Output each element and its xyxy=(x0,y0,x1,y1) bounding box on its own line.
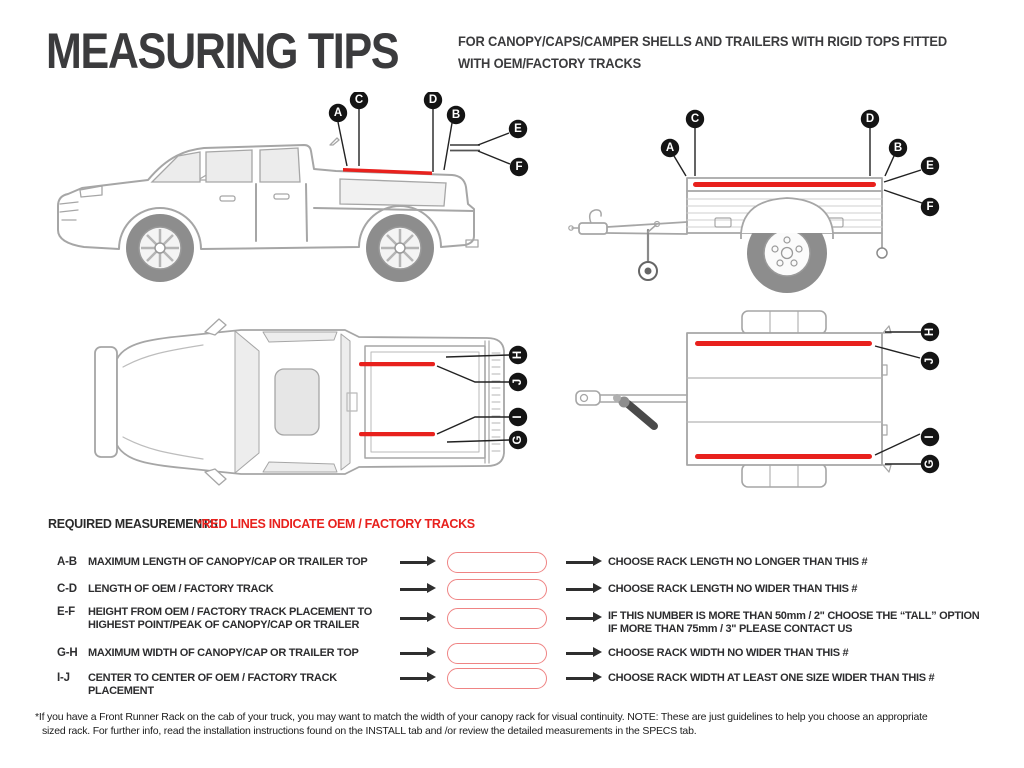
badge-letter: F xyxy=(926,201,934,213)
callout-lines xyxy=(338,109,510,172)
description-line-1: CENTER TO CENTER OF OEM / FACTORY TRACK PLACEMENT xyxy=(88,672,337,697)
flow-arrow-icon xyxy=(566,652,593,655)
badge-letter: J xyxy=(512,378,524,386)
measurement-id: A-B xyxy=(57,556,77,568)
truck-side-view-diagram xyxy=(50,92,530,292)
badge-letter: E xyxy=(514,123,522,135)
flow-arrow-icon xyxy=(566,588,593,591)
callout-badge-i xyxy=(509,408,527,426)
callout-badge-f xyxy=(510,158,528,176)
badge-letter: B xyxy=(451,109,461,121)
flow-arrow-icon xyxy=(400,677,427,680)
recommendation-text xyxy=(608,647,1018,660)
callout-badge-d xyxy=(861,110,879,128)
recommendation-text xyxy=(608,610,1018,636)
flow-arrow-icon xyxy=(400,561,427,564)
trailer-side-view-diagram xyxy=(565,95,1020,295)
subtitle-line-1: FOR CANOPY/CAPS/CAMPER SHELLS AND TRAILERS WITH RIGID TOPS FITTED xyxy=(458,33,947,49)
callout-badge-a xyxy=(661,139,679,157)
measurement-description xyxy=(88,556,403,569)
canopy-window xyxy=(340,179,446,206)
callout-badge-a xyxy=(329,104,347,122)
front-wheel xyxy=(126,214,194,282)
badge-letter: B xyxy=(893,142,903,154)
oem-track-line xyxy=(693,182,876,187)
callout-badge-f xyxy=(921,198,939,216)
callout-badge-b xyxy=(889,139,907,157)
recommendation-line-2: IF MORE THAN 75mm / 3" PLEASE CONTACT US xyxy=(608,623,853,635)
callout-badge-c xyxy=(350,92,368,109)
measurement-input-pill[interactable] xyxy=(447,552,547,573)
callout-badge-g xyxy=(509,431,527,449)
trailer-side-illustration xyxy=(569,178,882,263)
truck-top-view-diagram xyxy=(85,305,545,500)
recommendation-text xyxy=(608,556,1018,569)
rear-wheel xyxy=(366,214,434,282)
page-title: MEASURING TIPS xyxy=(46,23,399,79)
trailer-top-view-diagram xyxy=(570,305,1020,505)
oem-track-line-left xyxy=(695,341,872,346)
callout-badge-i xyxy=(921,428,939,446)
recommendation-line-1: CHOOSE RACK LENGTH NO LONGER THAN THIS # xyxy=(608,556,868,568)
flow-arrow-icon xyxy=(400,652,427,655)
callout-badge-e xyxy=(921,157,939,175)
badge-letter: G xyxy=(512,435,524,445)
badge-letter: E xyxy=(926,160,934,172)
flow-arrow-icon xyxy=(566,677,593,680)
measurement-input-pill[interactable] xyxy=(447,608,547,629)
badge-letter: C xyxy=(354,94,364,106)
badge-letter: H xyxy=(512,350,524,360)
callout-badge-h xyxy=(509,346,527,364)
page-subtitle xyxy=(458,31,947,74)
recommendation-line-1: IF THIS NUMBER IS MORE THAN 50mm / 2" CHOOSE THE “TALL” OPTION xyxy=(608,610,980,622)
badge-letter: A xyxy=(333,107,343,119)
callout-badge-e xyxy=(509,120,527,138)
badge-letter: I xyxy=(924,435,936,439)
rear-roller xyxy=(877,248,887,258)
measurement-description xyxy=(88,672,403,697)
measurement-description xyxy=(88,583,403,596)
footnote xyxy=(35,711,1013,738)
flow-arrow-icon xyxy=(400,588,427,591)
jockey-wheel xyxy=(639,262,657,280)
truck-cab-windows xyxy=(152,148,300,182)
badge-letter: A xyxy=(665,142,675,154)
footnote-line-2: sized rack. For further info, read the installation instructions found on the INSTALL tab and /or review the detailed measurements in the SPECS tab. xyxy=(42,724,697,737)
recommendation-line-1: CHOOSE RACK WIDTH AT LEAST ONE SIZE WIDER THAN THIS # xyxy=(608,672,935,684)
badge-letter: J xyxy=(924,357,936,365)
measurement-id: I-J xyxy=(57,672,70,684)
badge-letter: H xyxy=(924,327,936,337)
truck-top-illustration xyxy=(95,319,504,485)
callout-badge-h xyxy=(921,323,939,341)
footnote-line-1: *If you have a Front Runner Rack on the cab of your truck, you may want to match the width of your canopy rack for visual continuity. NOTE: These are just guidelines to help you choose an appropriate xyxy=(35,711,928,723)
badge-letter: D xyxy=(428,94,438,106)
measurement-input-pill[interactable] xyxy=(447,668,547,689)
description-line-2: HIGHEST POINT/PEAK OF CANOPY/CAP OR TRAILER xyxy=(88,618,360,631)
description-line-1: MAXIMUM WIDTH OF CANOPY/CAP OR TRAILER TOP xyxy=(88,647,359,659)
description-line-1: LENGTH OF OEM / FACTORY TRACK xyxy=(88,583,274,595)
callout-badge-c xyxy=(686,110,704,128)
badge-letter: C xyxy=(690,113,700,125)
measurement-id: E-F xyxy=(57,606,75,618)
badge-letter: G xyxy=(924,459,936,469)
oem-track-line-left xyxy=(359,362,435,366)
measurement-id: C-D xyxy=(57,583,77,595)
callout-badge-j xyxy=(921,352,939,370)
oem-track-line-right xyxy=(359,432,435,436)
recommendation-text xyxy=(608,583,1018,596)
required-measurements-label: REQUIRED MEASUREMENTS xyxy=(48,517,218,531)
oem-track-line-right xyxy=(695,454,872,459)
ef-height-ticks xyxy=(450,145,480,151)
measurement-description xyxy=(88,606,403,631)
badge-letter: I xyxy=(512,415,524,419)
callout-badge-g xyxy=(921,455,939,473)
badge-letter: F xyxy=(515,161,523,173)
callout-badge-j xyxy=(509,373,527,391)
handbrake-lever xyxy=(613,394,654,426)
measurement-input-pill[interactable] xyxy=(447,643,547,664)
measurement-input-pill[interactable] xyxy=(447,579,547,600)
badge-letter: D xyxy=(865,113,875,125)
description-line-1: HEIGHT FROM OEM / FACTORY TRACK PLACEMENT TO xyxy=(88,606,373,618)
red-lines-note: *RED LINES INDICATE OEM / FACTORY TRACKS xyxy=(197,517,475,531)
flow-arrow-icon xyxy=(566,561,593,564)
callout-badge-b xyxy=(447,106,465,124)
flow-arrow-icon xyxy=(566,617,593,620)
recommendation-line-1: CHOOSE RACK LENGTH NO WIDER THAN THIS # xyxy=(608,583,858,595)
recommendation-text xyxy=(608,672,1018,685)
recommendation-line-1: CHOOSE RACK WIDTH NO WIDER THAN THIS # xyxy=(608,647,849,659)
flow-arrow-icon xyxy=(400,617,427,620)
subtitle-line-2: WITH OEM/FACTORY TRACKS xyxy=(458,54,642,71)
measurement-description xyxy=(88,647,403,660)
description-line-1: MAXIMUM LENGTH OF CANOPY/CAP OR TRAILER TOP xyxy=(88,556,368,568)
measurement-id: G-H xyxy=(57,647,78,659)
callout-badge-d xyxy=(424,92,442,109)
